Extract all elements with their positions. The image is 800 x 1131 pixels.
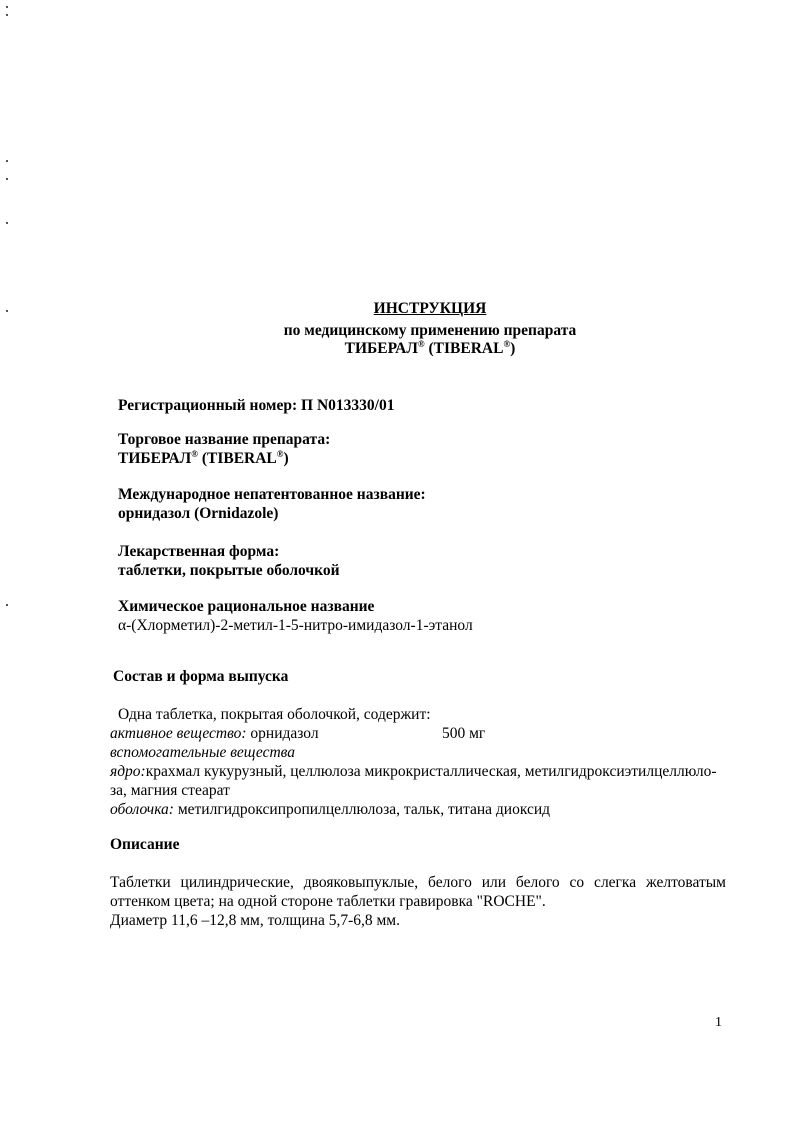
core-label: ядро: [110,763,146,780]
trade-name-value: ТИБЕРАЛ® (TIBERAL®) [118,449,289,467]
inn-label: Международное непатентованное название: [118,486,426,503]
document-subtitle: по медицинскому применению препарата [283,322,577,339]
chemical-name-label: Химическое рациональное название [118,598,375,615]
scan-mark [6,604,8,606]
scan-mark [6,6,8,8]
trade-name-block [118,430,330,468]
active-substance-line [110,724,319,743]
dosage-form-value: таблетки, покрытые оболочкой [118,562,340,579]
document-title: ИНСТРУКЦИЯ [373,300,487,317]
dosage-form-block [118,542,340,580]
trade-name-label: Торговое название препарата: [118,431,331,448]
chemical-name-value: α-(Хлорметил)-2-метил-1-5-нитро-имидазол-1-этанол [118,617,473,634]
scan-mark [6,178,8,180]
page-number: 1 [715,1015,722,1030]
inn-block [118,485,426,523]
inn-value: орнидазол (Ornidazole) [118,505,279,522]
scan-mark [6,160,8,162]
active-substance-amount: 500 мг [442,725,486,742]
description-title: Описание [110,836,180,853]
description-dimensions: Диаметр 11,6 –12,8 мм, толщина 5,7-6,8 мм. [110,912,400,929]
dosage-form-label: Лекарственная форма: [118,543,280,560]
active-substance-value: орнидазол [246,725,319,742]
core-value: крахмал кукурузный, целлюлоза микрокристаллическая, метилгидроксиэтилцеллюло- [145,763,717,780]
scan-mark [6,222,8,224]
coating-value: метилгидроксипропилцеллюлоза, тальк, титана диоксид [173,801,551,818]
registration-number: Регистрационный номер: П N013330/01 [118,397,395,414]
core-line [110,762,717,781]
composition-title: Состав и форма выпуска [113,668,289,685]
composition-intro: Одна таблетка, покрытая оболочкой, содержит: [118,706,431,723]
coating-line [110,800,550,819]
description-text: Таблетки цилиндрические, двояковыпуклые, белого или белого со слегка желтоватым оттенком цвета; на одной стороне таблетки гравировка "ROCHE". [110,874,726,910]
chemical-name-block [118,597,473,635]
excipients-label: вспомогательные вещества [110,744,296,761]
drug-name-header: ТИБЕРАЛ® (TIBERAL®) [344,339,516,357]
core-line-continued: за, магния стеарат [110,782,230,799]
coating-label: оболочка: [110,801,174,818]
scan-mark [6,14,8,16]
active-substance-label: активное вещество: [110,725,247,742]
